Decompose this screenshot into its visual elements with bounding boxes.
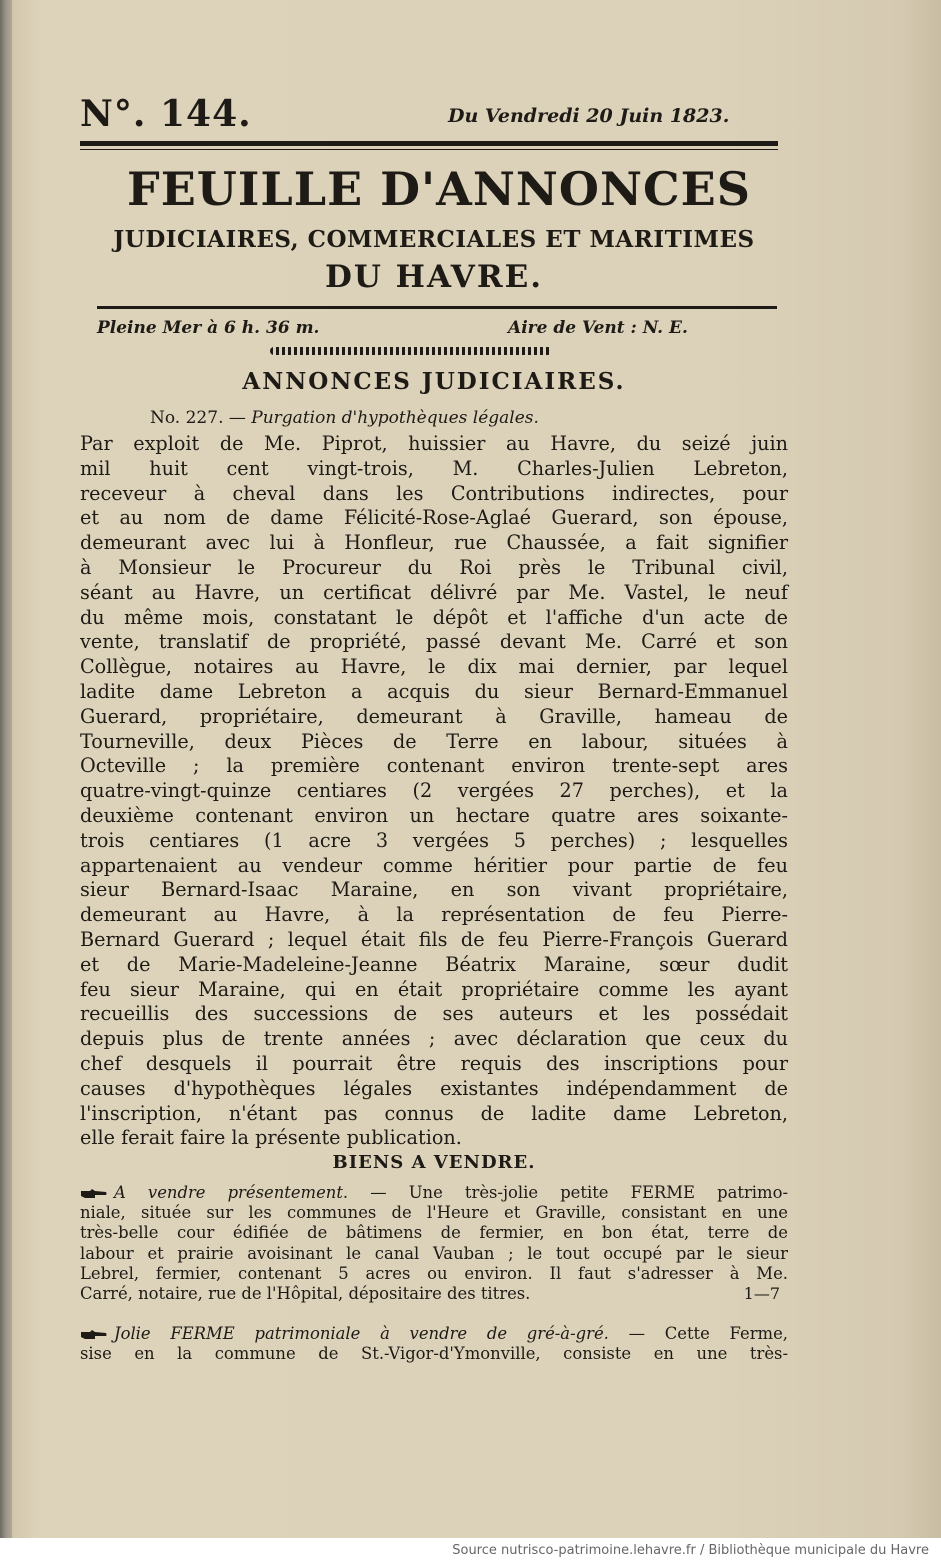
notice-heading [150,408,539,428]
header-rule-thin [80,149,778,150]
notice-line: Collègue, notaires au Havre, le dix mai dernier, par lequel [80,655,788,679]
ad-line: sise en la commune de St.-Vigor-d'Ymonville, consiste en une très- [80,1344,788,1364]
sale-ad-farm-2 [80,1324,788,1364]
masthead-title: FEUILLE D'ANNONCES [127,162,751,216]
notice-line: sieur Bernard-Isaac Maraine, en son vivant propriétaire, [80,878,788,902]
notice-line: Tourneville, deux Pièces de Terre en labour, situées à [80,729,788,753]
notice-line: feu sieur Maraine, qui en était propriétaire comme les ayant [80,977,788,1001]
notice-number: No. 227. — [150,408,246,428]
issue-number: N°. 144. [80,93,252,135]
masthead-rule [97,306,777,309]
notice-line: recueillis des successions de ses auteurs et les possédait [80,1002,788,1026]
ad-line: niale, située sur les communes de l'Heure et Graville, consistant en une [80,1203,788,1223]
notice-line: Par exploit de Me. Piprot, huissier au Havre, du seizé juin [80,432,788,455]
notice-line: depuis plus de trente années ; avec déclaration que ceux du [80,1027,788,1051]
notice-line: et au nom de dame Félicité-Rose-Aglaé Guerard, son épouse, [80,506,788,530]
notice-line: du même mois, constatant le dépôt et l'affiche d'un acte de [80,605,788,629]
ad-line: Carré, notaire, rue de l'Hôpital, dépositaire des titres. [80,1284,531,1304]
ad-line [80,1324,788,1344]
sale-ad-farm-1 [80,1183,788,1304]
ad-line: très-belle cour édifiée de bâtimens de fermier, en bon état, terre de [80,1223,788,1243]
section-heading-sale: BIENS A VENDRE. [332,1152,536,1173]
ad-text: — Cette Ferme, [628,1324,789,1343]
notice-title: Purgation d'hypothèques légales. [251,408,539,428]
notice-line: et de Marie-Madeleine-Jeanne Béatrix Maraine, sœur dudit [80,952,788,976]
notice-line: demeurant au Havre, à la représentation de feu Pierre- [80,903,788,927]
notice-line: vente, translatif de propriété, passé devant Me. Carré et son [80,630,788,654]
notice-line: Guerard, propriétaire, demeurant à Graville, hameau de [80,704,788,728]
notice-line: mil huit cent vingt-trois, M. Charles-Julien Lebreton, [80,456,788,480]
notice-line: receveur à cheval dans les Contributions indirectes, pour [80,481,788,505]
pointing-hand-icon [80,1188,108,1200]
notice-line: trois centiares (1 acre 3 vergées 5 perches) ; lesquelles [80,828,788,852]
ornament-divider [270,347,552,355]
section-heading-judicial: ANNONCES JUDICIAIRES. [242,368,626,395]
notice-line: elle ferait faire la présente publication. [80,1126,462,1150]
notice-body [80,432,788,1151]
notice-line: à Monsieur le Procureur du Roi près le Tribunal civil, [80,555,788,579]
ad-line: Lebrel, fermier, contenant 5 acres ou environ. Il faut s'adresser à Me. [80,1263,788,1283]
tide-info: Pleine Mer à 6 h. 36 m. [97,318,320,338]
issue-date: Du Vendredi 20 Juin 1823. [448,105,730,127]
notice-line: chef desquels il pourrait être requis des inscriptions pour [80,1051,788,1075]
notice-line: quatre-vingt-quinze centiares (2 vergées 27 perches), et la [80,779,788,803]
notice-line: séant au Havre, un certificat délivré par Me. Vastel, le neuf [80,580,788,604]
pointing-hand-icon [80,1329,108,1341]
notice-line: Bernard Guerard ; lequel était fils de feu Pierre-François Guerard [80,927,788,951]
notice-line: causes d'hypothèques légales existantes indépendamment de [80,1076,788,1100]
masthead-place: DU HAVRE. [324,259,544,295]
ad-line: labour et prairie avoisinant le canal Vauban ; le tout occupé par le sieur [80,1243,788,1263]
book-binding-edge [0,0,12,1538]
notice-line: Octeville ; la première contenant environ trente-sept ares [80,754,788,778]
notice-line: demeurant avec lui à Honfleur, rue Chaussée, a fait signifier [80,531,788,555]
ad-lead: A vendre présentement. [114,1183,349,1202]
ad-line [80,1183,788,1203]
notice-line: deuxième contenant environ un hectare quatre ares soixante- [80,803,788,827]
notice-line: appartenaient au vendeur comme héritier pour partie de feu [80,853,788,877]
notice-line: l'inscription, n'étant pas connus de ladite dame Lebreton, [80,1101,788,1125]
ad-reference: 1—7 [743,1284,780,1304]
ad-lead: Jolie FERME patrimoniale à vendre de gré-à-gré. [114,1324,609,1343]
header-rule-thick [80,141,778,146]
wind-info: Aire de Vent : N. E. [508,318,688,338]
source-credit: Source nutrisco-patrimoine.lehavre.fr / Bibliothèque municipale du Havre [452,1543,929,1558]
masthead-subtitle: JUDICIAIRES, COMMERCIALES ET MARITIMES [113,226,755,253]
notice-line: ladite dame Lebreton a acquis du sieur Bernard-Emmanuel [80,679,788,703]
ad-text: — Une très-jolie petite FERME patrimo- [370,1183,788,1202]
